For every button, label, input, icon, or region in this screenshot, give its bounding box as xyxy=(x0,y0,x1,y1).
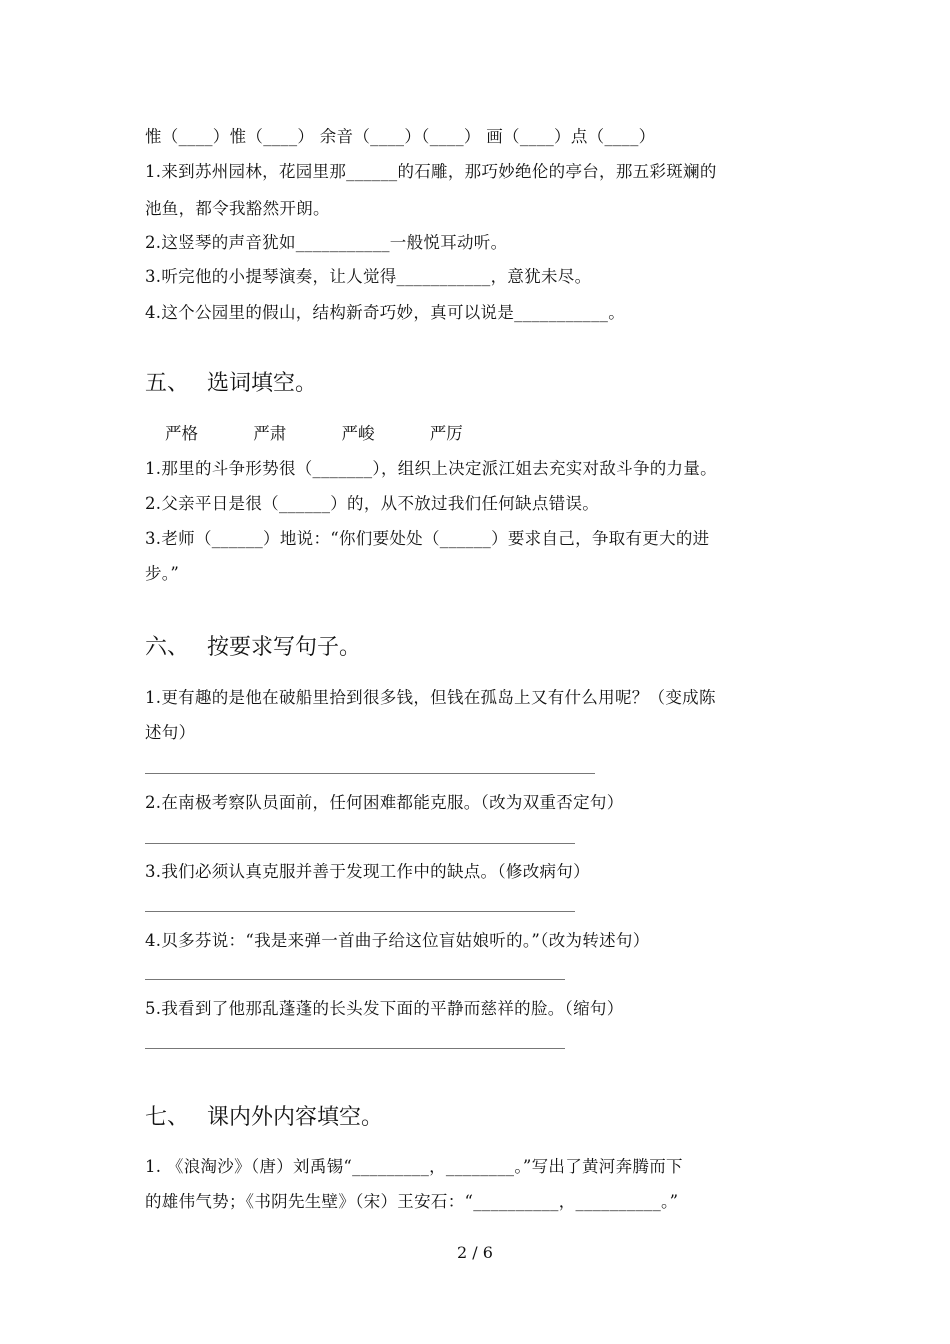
s4-question-1-line-1: 1.来到苏州园林，花园里那______的石雕，那巧妙绝伦的亭台，那五彩斑斓的 xyxy=(145,162,717,181)
s4-question-2: 2.这竖琴的声音犹如___________一般悦耳动听。 xyxy=(145,233,508,252)
word-bank-item: 严格 xyxy=(165,424,198,443)
word-bank-item: 严厉 xyxy=(429,424,463,443)
s5-question-2: 2.父亲平日是很（______）的，从不放过我们任何缺点错误。 xyxy=(145,494,600,513)
word-bank xyxy=(165,420,513,444)
answer-line xyxy=(145,843,575,844)
s5-question-3-line-2: 步。” xyxy=(145,564,180,583)
s6-question-1-line-1: 1.更有趣的是他在破船里拾到很多钱，但钱在孤岛上又有什么用呢？（变成陈 xyxy=(145,688,716,707)
section-7-number: 七、 xyxy=(145,1105,190,1130)
section-6-title: 按要求写句子。 xyxy=(207,635,362,660)
idioms-fill-line: 惟（____）惟（____） 余音（____）（____） 画（____）点（____） xyxy=(145,127,656,146)
s7-question-1-line-1: 1. 《浪淘沙》（唐）刘禹锡“_________，________。”写出了黄河奔腾而下 xyxy=(145,1157,683,1176)
s4-question-4: 4.这个公园里的假山，结构新奇巧妙，真可以说是___________。 xyxy=(145,303,625,322)
s6-question-1-line-2: 述句） xyxy=(145,723,196,742)
s5-question-3-line-1: 3.老师（______）地说：“你们要处处（______）要求自己，争取有更大的进 xyxy=(145,529,710,548)
s4-question-1-line-2: 池鱼，都令我豁然开朗。 xyxy=(145,199,330,218)
s6-question-5: 5.我看到了他那乱蓬蓬的长头发下面的平静而慈祥的脸。（缩句） xyxy=(145,999,624,1018)
section-7-title: 课内外内容填空。 xyxy=(207,1105,384,1130)
s5-question-1: 1.那里的斗争形势很（_______），组织上决定派江姐去充实对敌斗争的力量。 xyxy=(145,459,717,478)
section-5-title: 选词填空。 xyxy=(207,371,318,396)
answer-line xyxy=(145,979,565,980)
s6-question-3: 3.我们必须认真克服并善于发现工作中的缺点。（修改病句） xyxy=(145,862,590,881)
section-5-number: 五、 xyxy=(145,371,190,396)
answer-line xyxy=(145,911,575,912)
section-6-number: 六、 xyxy=(145,635,190,660)
s4-question-3: 3.听完他的小提琴演奏，让人觉得___________，意犹未尽。 xyxy=(145,267,592,286)
s6-question-2: 2.在南极考察队员面前，任何困难都能克服。（改为双重否定句） xyxy=(145,793,624,812)
word-bank-item: 严肃 xyxy=(253,424,287,443)
s7-question-1-line-2: 的雄伟气势；《书阴先生壁》（宋）王安石：“__________，__________。” xyxy=(145,1192,679,1211)
section-6-heading xyxy=(145,630,361,661)
answer-line xyxy=(145,1048,565,1049)
page-number: 2 / 6 xyxy=(457,1243,493,1262)
section-7-heading xyxy=(145,1100,383,1131)
section-5-heading xyxy=(145,366,317,397)
answer-line xyxy=(145,773,595,774)
word-bank-item: 严峻 xyxy=(341,424,375,443)
s6-question-4: 4.贝多芬说：“我是来弹一首曲子给这位盲姑娘听的。”（改为转述句） xyxy=(145,931,650,950)
